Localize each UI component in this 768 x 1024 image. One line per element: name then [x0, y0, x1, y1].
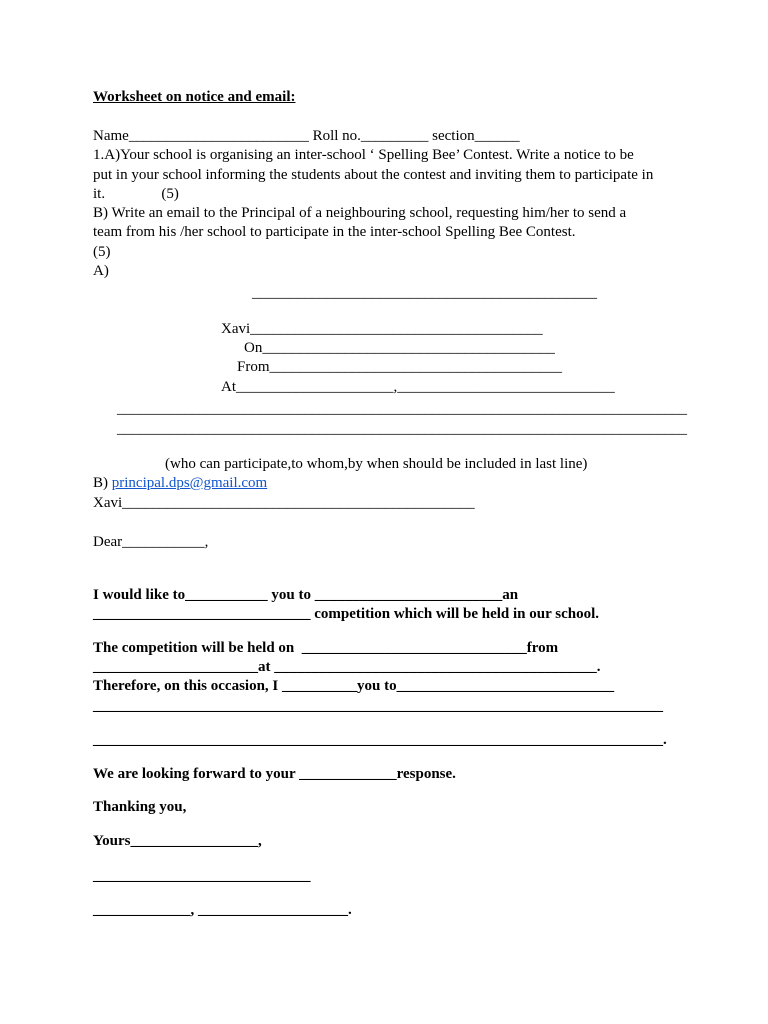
notice-body-line-1: ____________________________________________________________________________	[117, 401, 687, 417]
email-line-4: ______________________at ___________________________________________.	[93, 659, 601, 675]
question-1a-line-3: it. (5)	[93, 186, 179, 202]
email-last-line: _____________, ____________________.	[93, 902, 352, 918]
email-yours: Yours_________________,	[93, 833, 262, 849]
email-line-3: The competition will be held on ______________________________from	[93, 640, 559, 656]
email-sign-line: _____________________________	[93, 868, 311, 884]
question-1b-line-1: B) Write an email to the Principal of a neighbouring school, requesting him/her to send a	[93, 205, 627, 221]
email-dear-line: Dear___________,	[93, 534, 209, 550]
email-line-1: I would like to___________ you to _________________________an	[93, 587, 519, 603]
notice-from-line: From_______________________________________	[237, 359, 563, 375]
question-1a-line-1: 1.A)Your school is organising an inter-school ‘ Spelling Bee’ Contest. Write a notice to be	[93, 147, 634, 163]
question-1a-line-2: put in your school informing the students about the contest and inviting them to participate in	[93, 167, 654, 183]
email-line-8: We are looking forward to your _____________response.	[93, 766, 456, 782]
name-rollno-section-line: Name________________________ Roll no._________ section______	[93, 128, 520, 144]
notice-hint: (who can participate,to whom,by when should be included in last line)	[165, 456, 588, 472]
notice-at-line: At_____________________,_____________________________	[221, 379, 615, 395]
email-line-6: ____________________________________________________________________________	[93, 698, 663, 714]
email-line-5: Therefore, on this occasion, I __________you to_____________________________	[93, 678, 615, 694]
email-address-link[interactable]: principal.dps@gmail.com	[111, 475, 268, 491]
notice-xavi-line: Xavi_______________________________________	[221, 321, 543, 337]
question-1b-marks: (5)	[93, 244, 111, 260]
email-thanking: Thanking you,	[93, 799, 187, 815]
email-xavi-line: Xavi_______________________________________________	[93, 495, 475, 511]
email-address-line	[93, 474, 267, 493]
notice-label: A)	[93, 263, 109, 279]
email-line-2: _____________________________ competition which will be held in our school.	[93, 606, 600, 622]
email-line-7: ____________________________________________________________________________.	[93, 732, 667, 748]
notice-on-line: On_______________________________________	[244, 340, 555, 356]
worksheet-title: Worksheet on notice and email:	[93, 89, 296, 105]
question-1b-line-2: team from his /her school to participate in the inter-school Spelling Bee Contest.	[93, 224, 576, 240]
notice-body-line-2: ____________________________________________________________________________	[117, 421, 687, 437]
notice-title-blank: ______________________________________________	[252, 285, 597, 301]
email-label: B)	[93, 475, 112, 491]
